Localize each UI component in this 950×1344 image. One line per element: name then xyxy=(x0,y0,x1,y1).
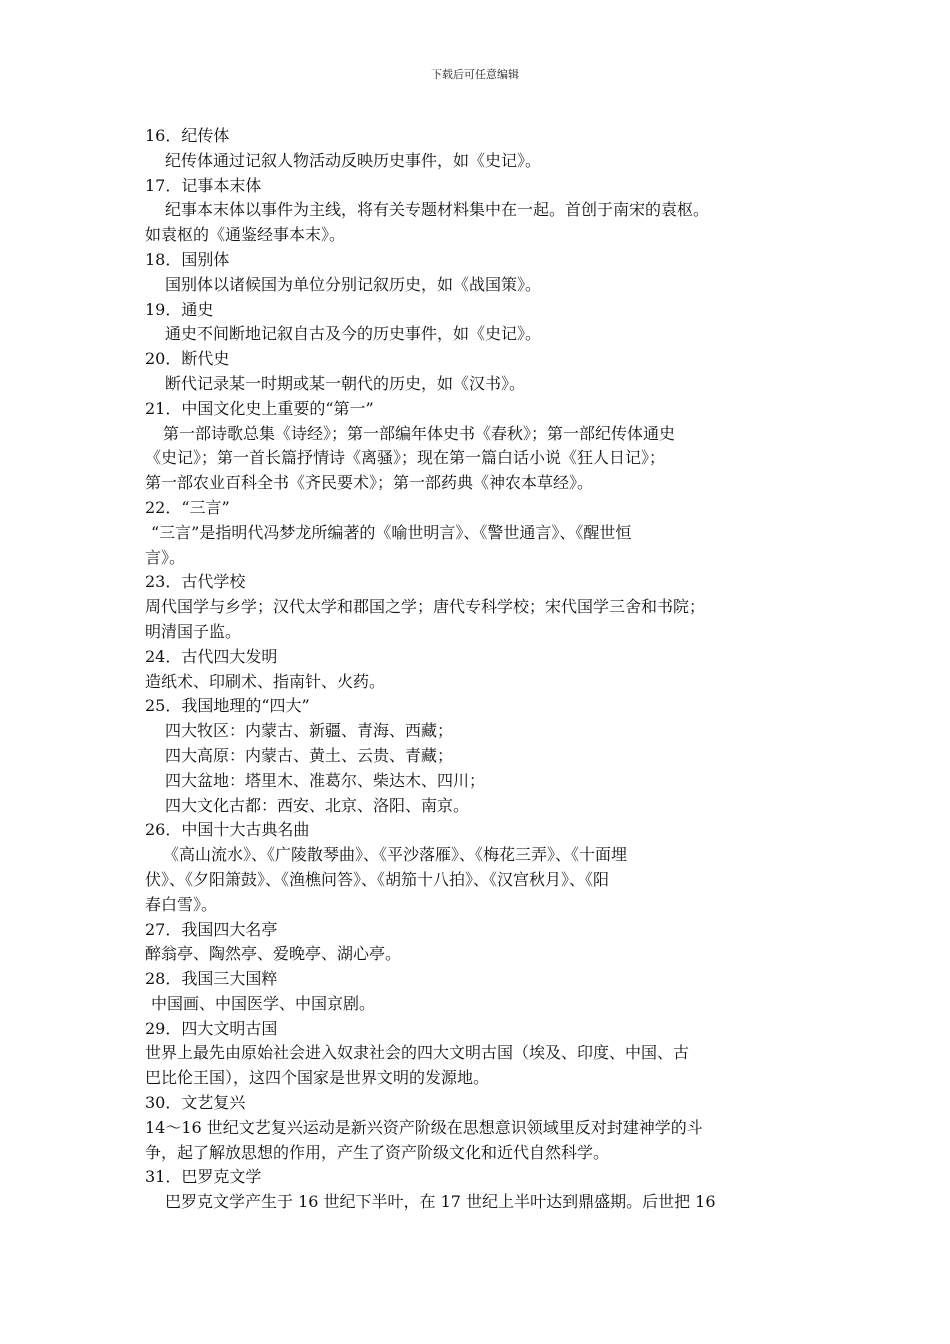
section-heading: 29．四大文明古国 xyxy=(145,1018,278,1038)
paragraph-line: 争，起了解放思想的作用，产生了资产阶级文化和近代自然科学。 xyxy=(145,1142,610,1162)
paragraph-line: 四大文化古都：西安、北京、洛阳、南京。 xyxy=(165,795,470,815)
section-heading: 20．断代史 xyxy=(145,349,230,369)
section-heading: 26．中国十大古典名曲 xyxy=(145,820,310,840)
paragraph-line: 四大高原：内蒙古、黄土、云贵、青藏； xyxy=(165,745,454,765)
section-heading: 27．我国四大名亭 xyxy=(145,919,278,939)
paragraph-line: 《高山流水》、《广陵散琴曲》、《平沙落雁》、《梅花三弄》、《十面埋 xyxy=(163,845,628,865)
section-heading: 25．我国地理的“四大” xyxy=(145,696,310,716)
section-heading: 24．古代四大发明 xyxy=(145,646,278,666)
paragraph-line: 断代记录某一时期或某一朝代的历史，如《汉书》。 xyxy=(165,373,526,393)
paragraph-line: 言》。 xyxy=(145,547,186,567)
paragraph-line: 第一部诗歌总集《诗经》；第一部编年体史书《春秋》；第一部纪传体通史 xyxy=(163,423,676,443)
paragraph-line: 明清国子监。 xyxy=(145,621,242,641)
paragraph-line: 伏》、《夕阳箫鼓》、《渔樵问答》、《胡笳十八拍》、《汉宫秋月》、《阳 xyxy=(145,869,610,889)
paragraph-line: 中国画、中国医学、中国京剧。 xyxy=(151,993,376,1013)
paragraph-line: 国别体以诸候国为单位分别记叙历史，如《战国策》。 xyxy=(165,274,542,294)
paragraph-line: 如袁枢的《通鉴经事本末》。 xyxy=(145,225,346,245)
paragraph-line: 春白雪》。 xyxy=(145,894,218,914)
paragraph-line: 周代国学与乡学；汉代太学和郡国之学；唐代专科学校；宋代国学三舍和书院； xyxy=(145,597,706,617)
paragraph-line: 通史不间断地记叙自古及今的历史事件，如《史记》。 xyxy=(165,324,542,344)
section-heading: 31．巴罗克文学 xyxy=(145,1167,262,1187)
paragraph-line: 四大盆地：塔里木、准葛尔、柴达木、四川； xyxy=(165,770,486,790)
paragraph-line: 纪传体通过记叙人物活动反映历史事件，如《史记》。 xyxy=(165,150,542,170)
section-heading: 22．“三言” xyxy=(145,497,230,517)
section-heading: 17．记事本末体 xyxy=(145,175,262,195)
paragraph-line: 14～16 世纪文艺复兴运动是新兴资产阶级在思想意识领域里反对封建神学的斗 xyxy=(145,1117,703,1137)
section-heading: 21．中国文化史上重要的“第一” xyxy=(145,398,374,418)
paragraph-line: 世界上最先由原始社会进入奴隶社会的四大文明古国（埃及、印度、中国、古 xyxy=(145,1043,690,1063)
section-heading: 16．纪传体 xyxy=(145,126,230,145)
section-heading: 19．通史 xyxy=(145,299,214,319)
paragraph-line: 巴比伦王国），这四个国家是世界文明的发源地。 xyxy=(145,1068,490,1088)
paragraph-line: 《史记》；第一首长篇抒情诗《离骚》；现在第一篇白话小说《狂人日记》； xyxy=(145,448,666,468)
paragraph-line: 造纸术、印刷术、指南针、火药。 xyxy=(145,671,386,691)
document-body xyxy=(145,124,825,1215)
section-heading: 23．古代学校 xyxy=(145,572,246,592)
paragraph-line: 四大牧区：内蒙古、新疆、青海、西藏； xyxy=(165,721,454,741)
paragraph-line: “三言”是指明代冯梦龙所编著的《喻世明言》、《警世通言》、《醒世恒 xyxy=(151,522,632,542)
paragraph-line: 纪事本末体以事件为主线，将有关专题材料集中在一起。首创于南宋的袁枢。 xyxy=(165,200,710,220)
page-header: 下载后可任意编辑 xyxy=(431,68,519,81)
paragraph-line: 巴罗克文学产生于 16 世纪下半叶，在 17 世纪上半叶达到鼎盛期。后世把 16 xyxy=(165,1192,716,1212)
paragraph-line: 醉翁亭、陶然亭、爱晚亭、湖心亭。 xyxy=(145,944,402,964)
section-heading: 30．文艺复兴 xyxy=(145,1093,246,1113)
paragraph-line: 第一部农业百科全书《齐民要术》；第一部药典《神农本草经》。 xyxy=(145,473,594,493)
section-heading: 18．国别体 xyxy=(145,249,230,269)
section-heading: 28．我国三大国粹 xyxy=(145,969,278,989)
